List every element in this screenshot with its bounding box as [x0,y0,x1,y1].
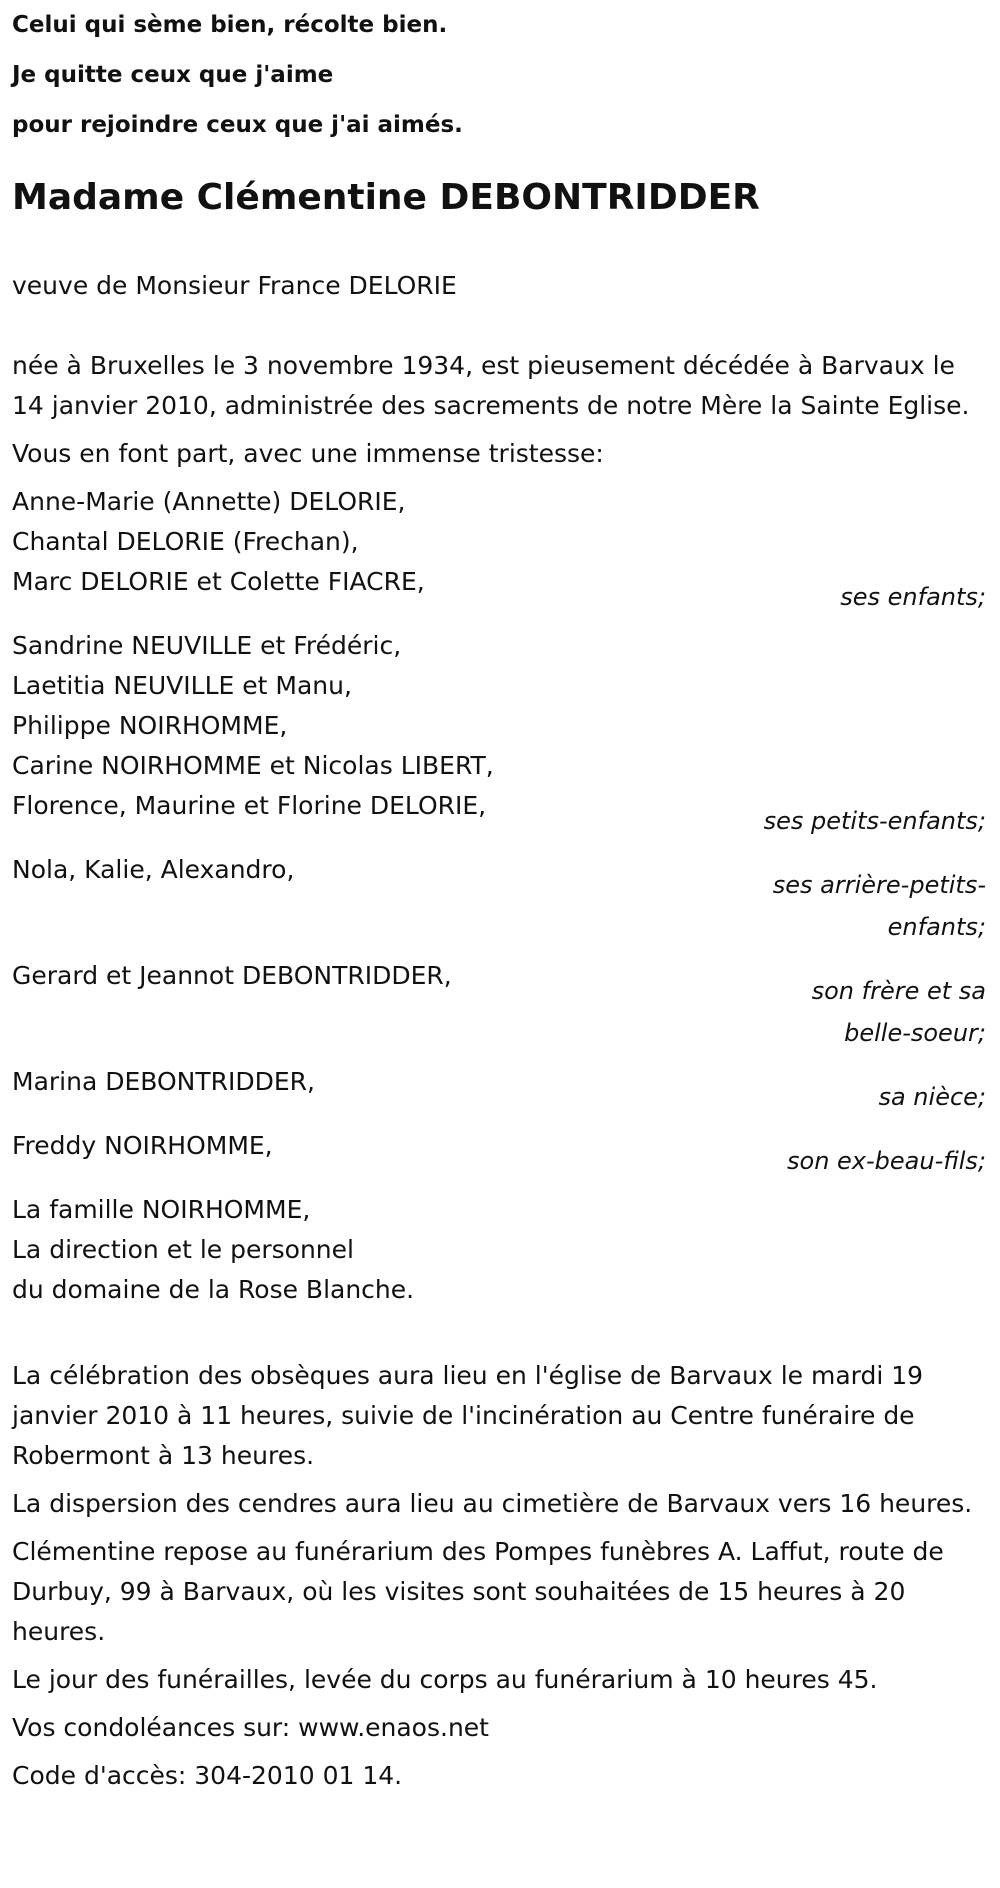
birth-death-paragraph: née à Bruxelles le 3 novembre 1934, est pieusement décédée à Barvaux le 14 janvier 2010, administrée des sacrements de notre Mère la Sainte Eglise. [12,351,970,420]
family-names [12,626,756,826]
condolences-line: Vos condoléances sur: www.enaos.net [12,1713,489,1742]
family-names [12,1062,756,1102]
family-group [12,1126,988,1182]
epigraph-line-3: pour rejoindre ceux que j'ai aimés. [12,112,463,138]
relation-label: ses petits-enfants; [763,807,986,835]
family-name-line: Nola, Kalie, Alexandro, [12,855,295,884]
family-names [12,850,756,890]
family-name-line: Marc DELORIE et Colette FIACRE, [12,567,425,596]
family-name-line: Chantal DELORIE (Frechan), [12,527,359,556]
announcement: Vous en font part, avec une immense tristesse: [12,439,604,468]
widow-line: veuve de Monsieur France DELORIE [12,271,457,300]
rest-paragraph: Clémentine repose au funérarium des Pompes funèbres A. Laffut, route de Durbuy, 99 à Barvaux, où les visites sont souhaitées de 15 heures à 20 heures. [12,1537,944,1646]
family-name-line: Philippe NOIRHOMME, [12,711,288,740]
family-name-line: Gerard et Jeannot DEBONTRIDDER, [12,961,452,990]
family-name-line: Freddy NOIRHOMME, [12,1131,273,1160]
family-name-line: Florence, Maurine et Florine DELORIE, [12,791,487,820]
family-names [12,482,756,602]
access-code-line: Code d'accès: 304-2010 01 14. [12,1761,403,1790]
epigraph [12,0,988,150]
family-name-line: Carine NOIRHOMME et Nicolas LIBERT, [12,751,494,780]
family-group [12,626,988,842]
ceremony-paragraph: La célébration des obsèques aura lieu en l'église de Barvaux le mardi 19 janvier 2010 à 11 heures, suivie de l'incinération au Centre funéraire de Robermont à 13 heures. [12,1361,924,1470]
deceased-name: Madame Clémentine DEBONTRIDDER [12,177,760,218]
family-group [12,482,988,618]
family-name-line: Sandrine NEUVILLE et Frédéric, [12,631,402,660]
family-group [12,956,988,1054]
relation-label: son frère et sa belle-soeur; [811,977,986,1047]
family-name-line: Laetitia NEUVILLE et Manu, [12,671,352,700]
family-group [12,1190,988,1310]
relation-label: ses enfants; [840,583,986,611]
relation-label: sa nièce; [878,1083,986,1111]
funeral-day-paragraph: Le jour des funérailles, levée du corps au funérarium à 10 heures 45. [12,1665,878,1694]
family-names [12,1190,756,1310]
family-group [12,850,988,948]
family-name-line: La famille NOIRHOMME, [12,1195,311,1224]
dispersion-paragraph: La dispersion des cendres aura lieu au cimetière de Barvaux vers 16 heures. [12,1489,973,1518]
family-names [12,1126,756,1166]
family-name-line: Anne-Marie (Annette) DELORIE, [12,487,406,516]
epigraph-line-1: Celui qui sème bien, récolte bien. [12,12,448,38]
family-name-line: La direction et le personnel [12,1235,354,1264]
family-name-line: Marina DEBONTRIDDER, [12,1067,315,1096]
family-names [12,956,756,996]
family-group [12,1062,988,1118]
family-name-line: du domaine de la Rose Blanche. [12,1275,415,1304]
family-groups [12,482,988,1310]
relation-label: ses arrière-petits-enfants; [772,871,986,941]
relation-label: son ex-beau-fils; [787,1147,986,1175]
epigraph-line-2: Je quitte ceux que j'aime [12,62,334,88]
